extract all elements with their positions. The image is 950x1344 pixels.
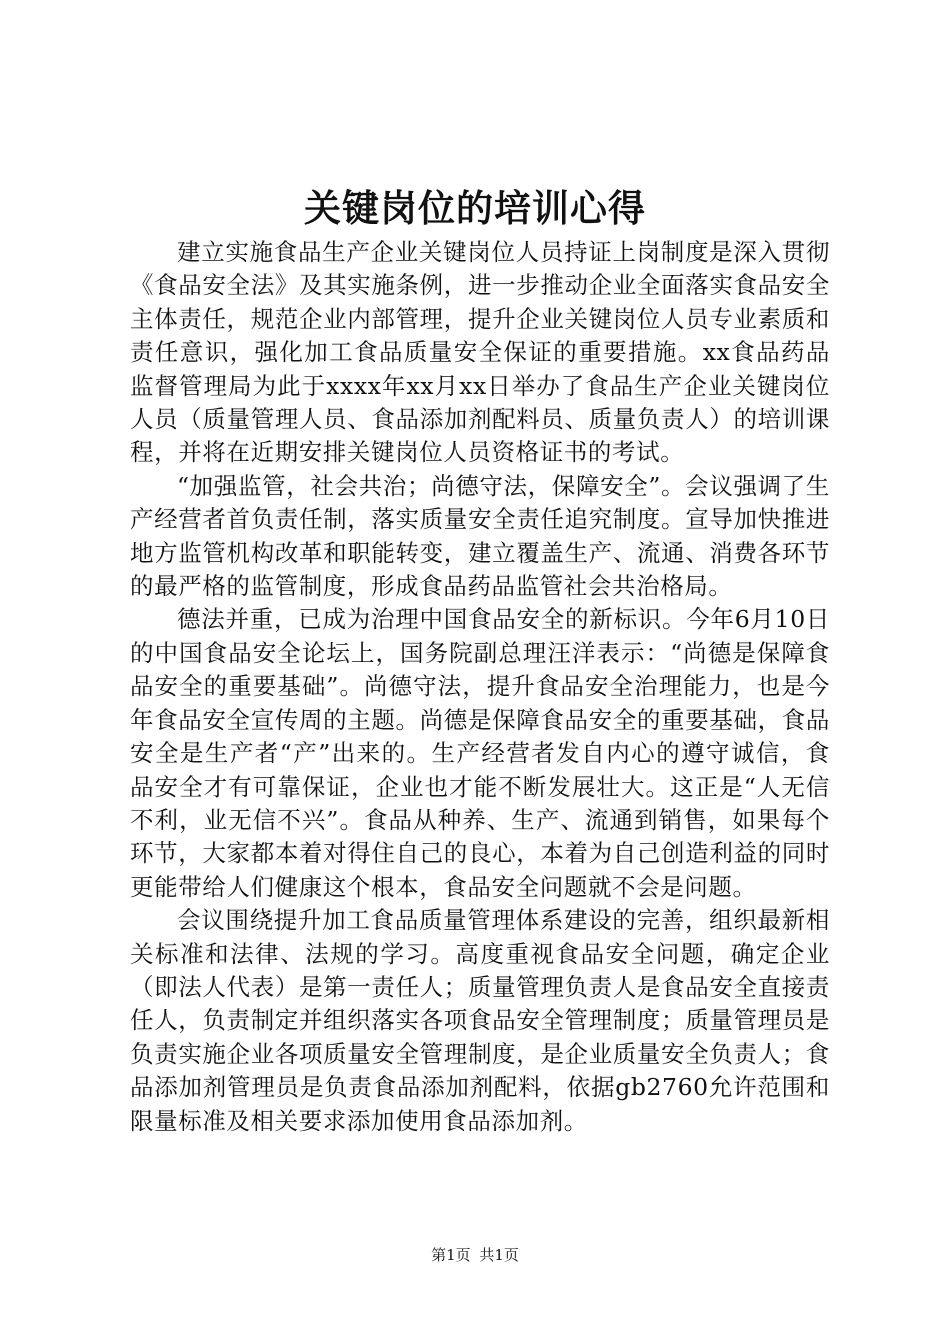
paragraph-4: 会议围绕提升加工食品质量管理体系建设的完善，组织最新相关标准和法律、法规的学习。高度重视食品安全问题，确定企业（即法人代表）是第一责任人；质量管理负责人是食品安全直接责任人，负责制定并组织落实各项食品安全管理制度；质量管理员是负责实施企业各项质量安全管理制度，是企业质量安全负责人；食品添加剂管理员是负责食品添加剂配料，依据gb2760允许范围和限量标准及相关要求添加使用食品添加剂。 [130,906,830,1135]
paragraph-2: “加强监管，社会共治；尚德守法，保障安全”。会议强调了生产经营者首负责任制，落实质量安全责任追究制度。宣导加快推进地方监管机构改革和职能转变，建立覆盖生产、流通、消费各环节的最严格的监管制度，形成食品药品监管社会共治格局。 [130,471,830,601]
paragraph-1: 建立实施食品生产企业关键岗位人员持证上岗制度是深入贯彻《食品安全法》及其实施条例，进一步推动企业全面落实食品安全主体责任，规范企业内部管理，提升企业关键岗位人员专业素质和责任意识，强化加工食品质量安全保证的重要措施。xx食品药品监督管理局为此于xxxx年xx月xx日举办了食品生产企业关键岗位人员（质量管理人员、食品添加剂配料员、质量负责人）的培训课程，并将在近期安排关键岗位人员资格证书的考试。 [130,238,830,467]
document-body [130,236,830,1138]
page-number-footer: 第1页 共1页 [431,1246,519,1264]
document-title: 关键岗位的培训心得 [304,186,646,230]
paragraph-3: 德法并重，已成为治理中国食品安全的新标识。今年6月10日的中国食品安全论坛上，国务院副总理汪洋表示：“尚德是保障食品安全的重要基础”。尚德守法，提升食品安全治理能力，也是今年食品安全宣传周的主题。尚德是保障食品安全的重要基础，食品安全是生产者“产”出来的。生产经营者发自内心的遵守诚信，食品安全才有可靠保证，企业也才能不断发展壮大。这正是“人无信不利，业无信不兴”。食品从种养、生产、流通到销售，如果每个环节，大家都本着对得住自己的良心，本着为自己创造利益的同时更能带给人们健康这个根本，食品安全问题就不会是问题。 [130,605,830,901]
